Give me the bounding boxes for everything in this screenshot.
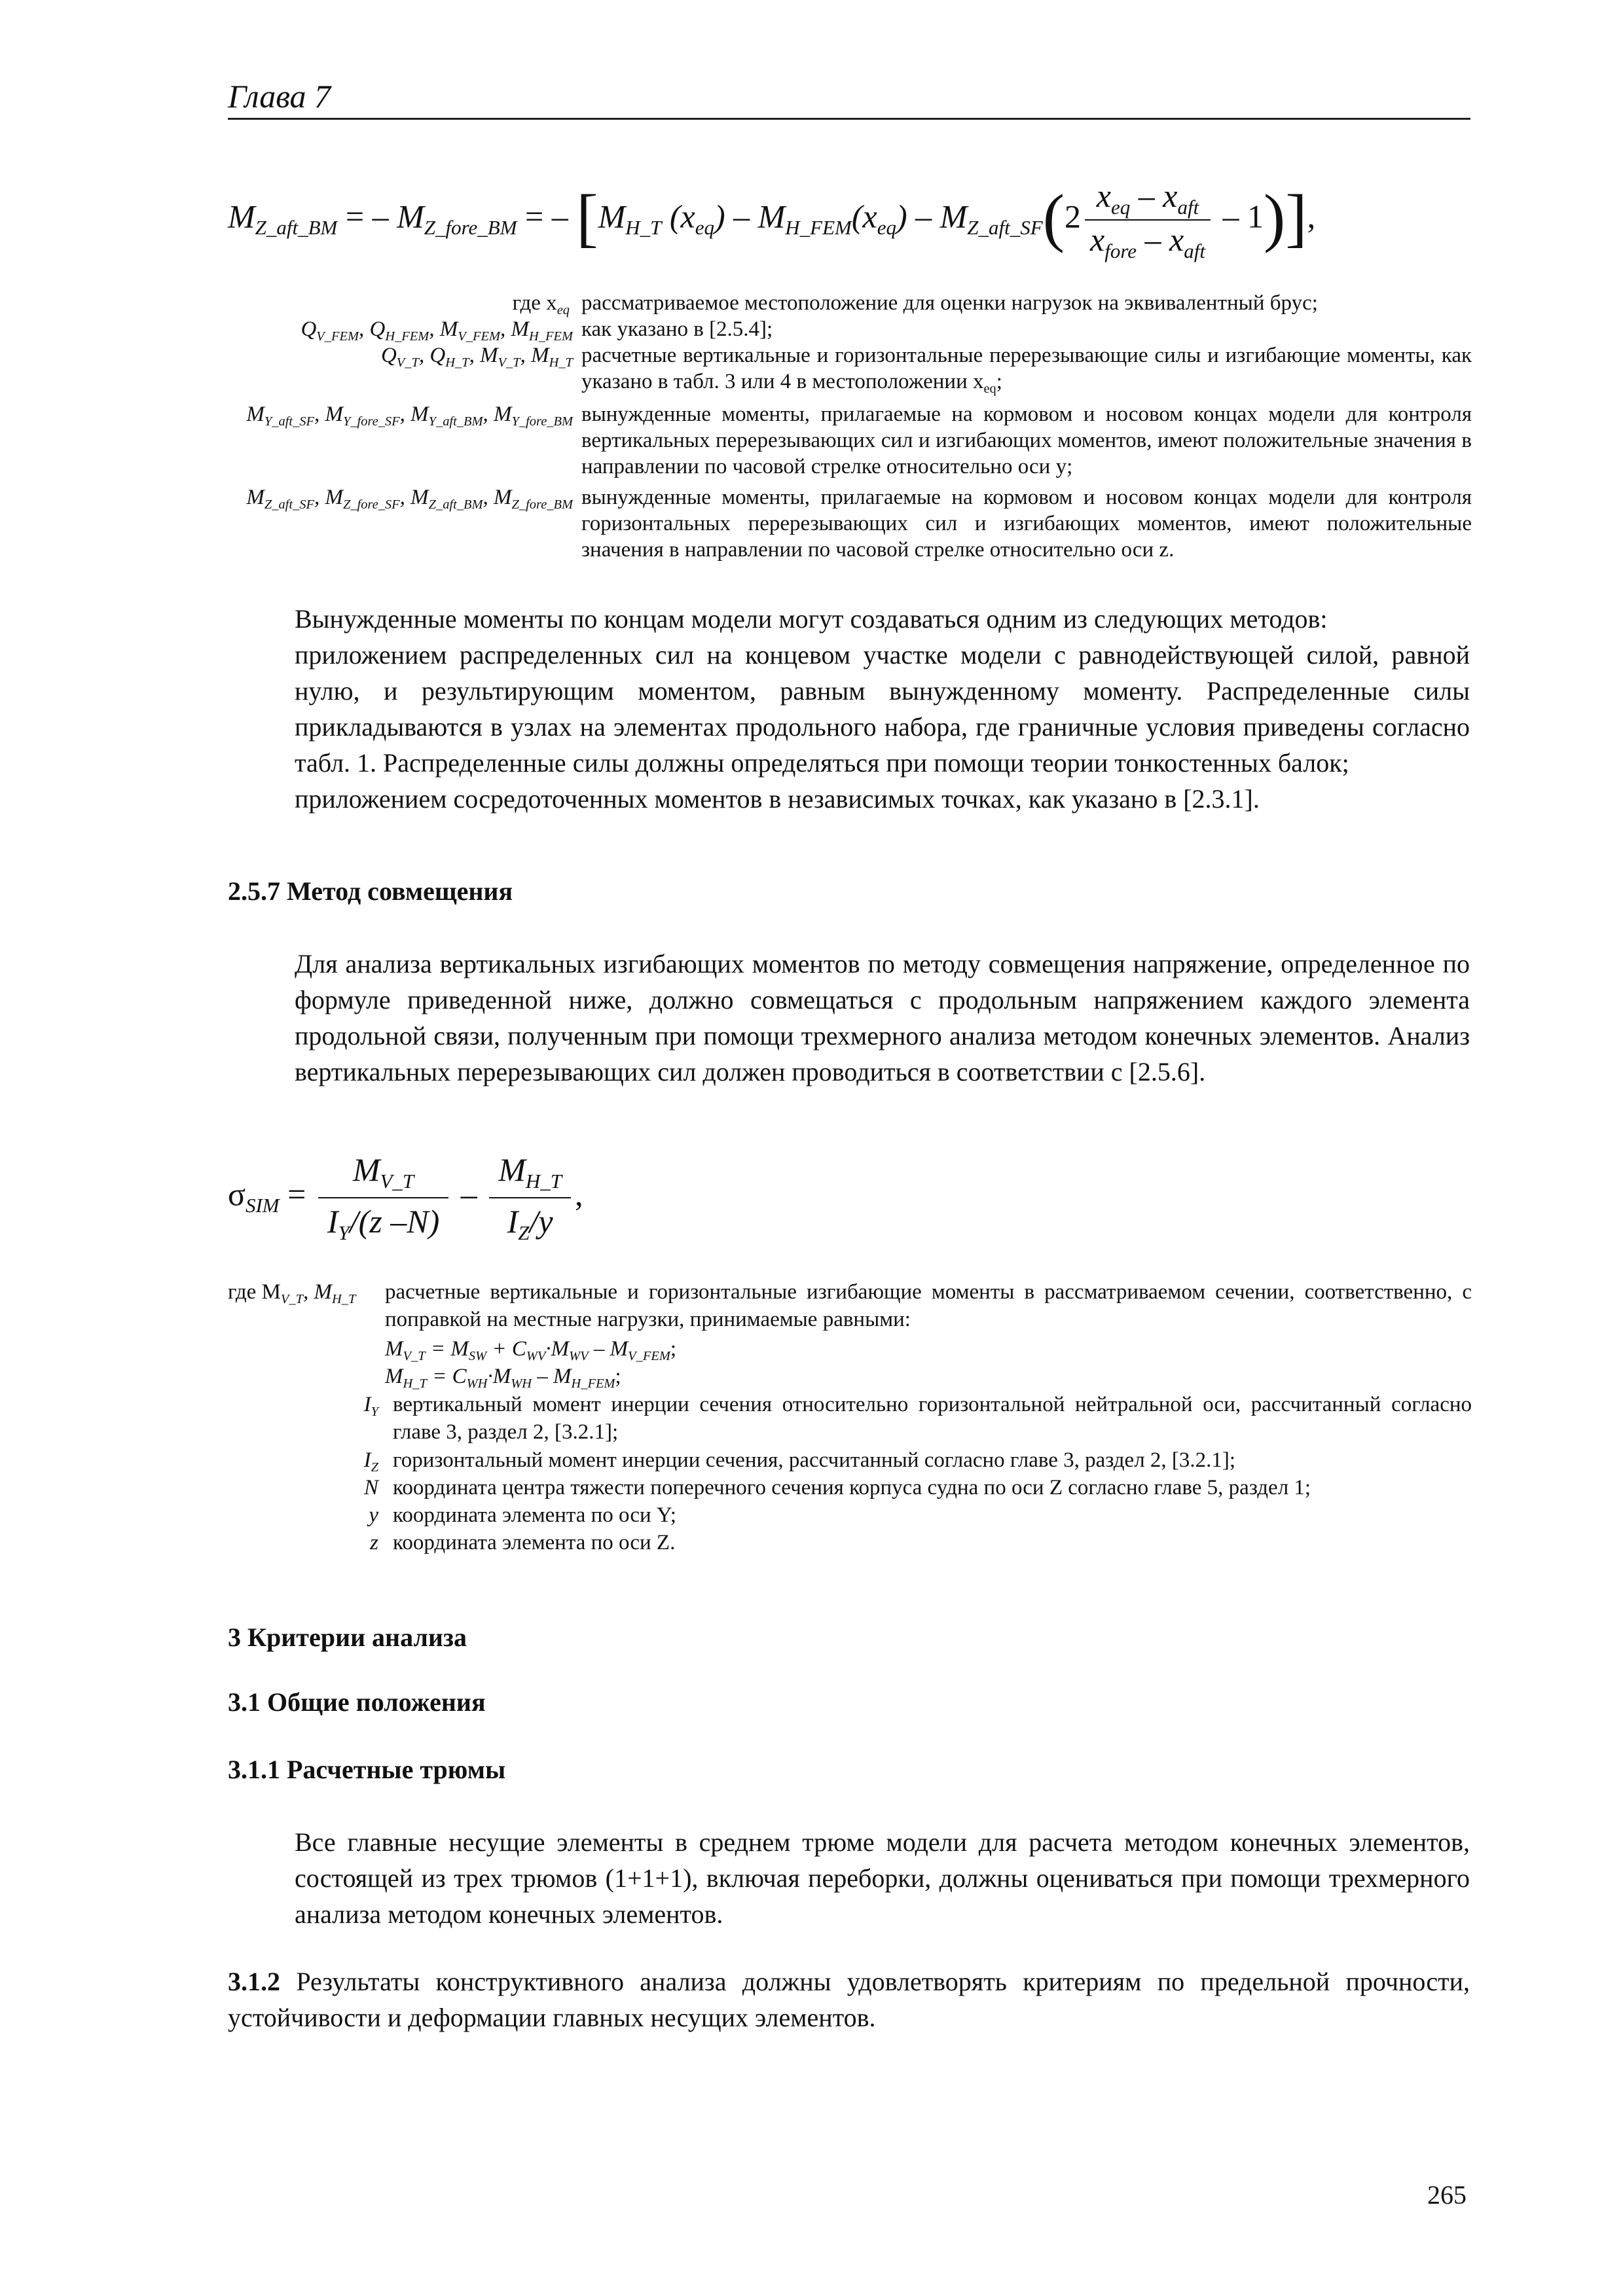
- fraction-horizontal: $\frac{M_{H\_T}}{I_Z/y}$: [489, 1147, 571, 1249]
- method-item-2: приложением сосредоточенных моментов в независимых точках, как указано в [2.3.1].: [295, 784, 1260, 814]
- def2-text-n: координата центра тяжести поперечного сечения корпуса судна по оси Z согласно главе 5, раздел 1;: [393, 1476, 1311, 1499]
- paragraph-superposition: Для анализа вертикальных изгибающих моментов по методу совмещения напряжение, определенное по формуле приведенной ниже, должно совмещаться с продольным напряжением каждого элемента продольной связи, полученным при помощи трехмерного анализа методом конечных элементов. Анализ вертикальных перерезывающих сил должен проводиться в соответствии с [2.5.6].: [295, 949, 1470, 1086]
- def-text-mz: вынужденные моменты, прилагаемые на кормовом и носовом концах модели для контроля горизонтальных перерезывающих сил и изгибающих моментов, имеют положительные значения в направлении по часовой стрелке относительно оси z.: [581, 486, 1472, 562]
- def-label-fem: $Q_{V\_FEM}$, $Q_{H\_FEM}$, $M_{V\_FEM}$, $M_{H\_FEM}$: [301, 317, 573, 344]
- def2-text-moments: расчетные вертикальные и горизонтальные изгибающие моменты в рассматриваемом сечении, соответственно, с поправкой на местные нагрузки, принимаемые равными:: [385, 1280, 1472, 1331]
- page-number: 265: [1427, 2180, 1467, 2210]
- clause-text: Результаты конструктивного анализа должны удовлетворять критериям по предельной прочности, устойчивости и деформации главных несущих элементов.: [228, 1967, 1470, 2032]
- section-heading-3: 3 Критерии анализа: [228, 1623, 467, 1652]
- header-rule: [228, 118, 1470, 120]
- method-item-1: приложением распределенных сил на концевом участке модели с равнодействующей силой, равной нулю, и результирующим моментом, равным вынужденному моменту. Распределенные силы прикладываются в узлах на элементах продольного набора, где граничные условия приведены согласно табл. 1. Распределенные силы должны определяться при помощи теории тонкостенных балок;: [295, 640, 1470, 778]
- def-label-my: $M_{Y\_aft\_SF}$, $M_{Y\_fore\_SF}$, $M_{Y\_aft\_BM}$, $M_{Y\_fore\_BM}$: [246, 403, 573, 429]
- def2-text-iz: горизонтальный момент инерции сечения, рассчитанный согласно главе 3, раздел 2, [3.2.1];: [393, 1448, 1236, 1472]
- paragraph-holds: Все главные несущие элементы в среднем трюме модели для расчета методом конечных элементов, состоящей из трех трюмов (1+1+1), включая переборки, должны оцениваться при помощи трехмерного анализа методом конечных элементов.: [295, 1827, 1470, 1929]
- section-heading-2-5-7: 2.5.7 Метод совмещения: [228, 876, 513, 906]
- def2-label-n: N: [363, 1476, 378, 1499]
- def-text-xeq: рассматриваемое местоположение для оценки нагрузок на эквивалентный брус;: [581, 291, 1318, 315]
- paragraph-3-1-2: [228, 1964, 1470, 2036]
- def-text-design: расчетные вертикальные и горизонтальные перерезывающие силы и изгибающие моменты, как указано в табл. 3 или 4 в местоположении $x_{eq}$;: [581, 344, 1472, 397]
- def-label-xeq: где $x_{eq}$: [512, 291, 570, 318]
- section-heading-3-1-1: 3.1.1 Расчетные трюмы: [228, 1755, 506, 1784]
- def-label-design: $Q_{V\_T}$, $Q_{H\_T}$, $M_{V\_T}$, $M_{H\_T}$: [380, 344, 573, 370]
- fraction-vertical: $\frac{M_{V\_T}}{I_Y/(z -N)}$: [318, 1147, 448, 1249]
- def-text-my: вынужденные моменты, прилагаемые на кормовом и носовом концах модели для контроля вертикальных перерезывающих сил и изгибающих моментов, имеют положительные значения в направлении по часовой стрелке относительно оси y;: [581, 403, 1472, 478]
- paragraph-end-moments: [295, 601, 1470, 817]
- def2-text-iy: вертикальный момент инерции сечения относительно горизонтальной нейтральной оси, рассчитанный согласно главе 3, раздел 2, [3.2.1];: [393, 1393, 1472, 1444]
- paragraph-intro: Вынужденные моменты по концам модели могут создаваться одним из следующих методов:: [295, 604, 1328, 634]
- def2-text-y: координата элемента по оси Y;: [393, 1503, 676, 1527]
- section-heading-3-1: 3.1 Общие положения: [228, 1687, 486, 1717]
- formula-end-moment: $M_{Z\_aft\_BM}$ = – $M_{Z\_fore\_BM}$ = – [$M_{H\_T}$ $(x_{eq}) - M_{H\_FEM}(x_{eq}) - M_{Z\_aft\_SF}(2$ $\frac{x_{eq} - x_{aft}}{x_{fore} - x_{aft}}$ – 1)],: [228, 177, 1316, 262]
- clause-number: 3.1.2: [228, 1967, 280, 1996]
- def2-label-iy: $I_Y$: [363, 1393, 378, 1420]
- def2-equation-mht: $M_{H\_T} = C_{WH}\cdot M_{WH} - M_{H\_FEM}$;: [385, 1365, 621, 1391]
- def2-label-y: y: [369, 1503, 378, 1527]
- formula-sigma-sim: $\sigma_{SIM}$ = $\frac{M_{V\_T}}{I_Y/(z -N)}$ – $\frac{M_{H\_T}}{I_Z/y}$ ,: [228, 1147, 583, 1249]
- def2-label-iz: $I_Z$: [363, 1448, 378, 1475]
- def2-label-z: z: [370, 1531, 378, 1554]
- def2-text-z: координата элемента по оси Z.: [393, 1531, 676, 1554]
- def-text-fem: как указано в [2.5.4];: [581, 317, 773, 341]
- def2-equation-mvt: $M_{V\_T} = M_{SW} + C_{WV}\cdot M_{WV} - M_{V\_FEM}$;: [385, 1337, 677, 1364]
- running-header: Глава 7: [228, 78, 331, 115]
- def-label-mz: $M_{Z\_aft\_SF}$, $M_{Z\_fore\_SF}$, $M_{Z\_aft\_BM}$, $M_{Z\_fore\_BM}$: [246, 486, 573, 512]
- formula-fraction: $\frac{x_{eq} - x_{aft}}{x_{fore} - x_{aft}}$: [1085, 177, 1211, 263]
- def2-label-moments: где $M_{V\_T}$, $M_{H\_T}$: [228, 1280, 356, 1307]
